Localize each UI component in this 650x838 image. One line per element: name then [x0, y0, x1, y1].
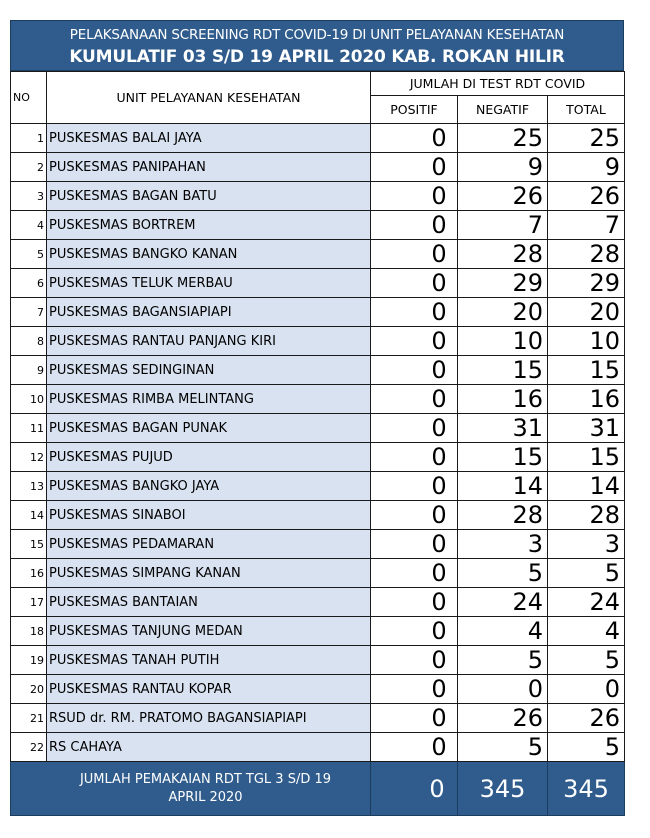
rdt-table	[10, 71, 625, 816]
row-no: 9	[11, 356, 47, 385]
row-negatif: 5	[458, 733, 548, 762]
row-negatif: 15	[458, 356, 548, 385]
footer-positif: 0	[371, 762, 458, 816]
row-negatif: 29	[458, 269, 548, 298]
row-no: 20	[11, 675, 47, 704]
row-no: 16	[11, 559, 47, 588]
row-negatif: 0	[458, 675, 548, 704]
row-unit-name: PUSKESMAS SINABOI	[47, 501, 371, 530]
table-row	[11, 472, 625, 501]
row-no: 7	[11, 298, 47, 327]
row-no: 13	[11, 472, 47, 501]
row-positif: 0	[371, 646, 458, 675]
row-no: 8	[11, 327, 47, 356]
table-row	[11, 443, 625, 472]
table-row	[11, 385, 625, 414]
row-unit-name: PUSKESMAS BANTAIAN	[47, 588, 371, 617]
row-positif: 0	[371, 472, 458, 501]
row-positif: 0	[371, 675, 458, 704]
row-unit-name: PUSKESMAS TANJUNG MEDAN	[47, 617, 371, 646]
footer-total: 345	[548, 762, 625, 816]
row-total: 5	[548, 559, 625, 588]
row-no: 19	[11, 646, 47, 675]
report-sheet	[10, 20, 624, 816]
row-positif: 0	[371, 588, 458, 617]
table-row	[11, 617, 625, 646]
row-no: 10	[11, 385, 47, 414]
row-unit-name: PUSKESMAS BANGKO KANAN	[47, 240, 371, 269]
row-negatif: 24	[458, 588, 548, 617]
row-positif: 0	[371, 269, 458, 298]
table-row	[11, 733, 625, 762]
table-row	[11, 182, 625, 211]
header-negatif: NEGATIF	[458, 96, 548, 124]
row-no: 4	[11, 211, 47, 240]
row-total: 31	[548, 414, 625, 443]
table-row	[11, 240, 625, 269]
header-total: TOTAL	[548, 96, 625, 124]
row-negatif: 26	[458, 704, 548, 733]
row-unit-name: PUSKESMAS BALAI JAYA	[47, 124, 371, 153]
row-unit-name: PUSKESMAS PEDAMARAN	[47, 530, 371, 559]
row-no: 2	[11, 153, 47, 182]
row-no: 17	[11, 588, 47, 617]
row-negatif: 9	[458, 153, 548, 182]
header-group: JUMLAH DI TEST RDT COVID	[371, 72, 625, 96]
table-row	[11, 588, 625, 617]
row-unit-name: PUSKESMAS BAGANSIAPIAPI	[47, 298, 371, 327]
row-positif: 0	[371, 211, 458, 240]
row-total: 0	[548, 675, 625, 704]
row-positif: 0	[371, 385, 458, 414]
row-no: 6	[11, 269, 47, 298]
row-negatif: 20	[458, 298, 548, 327]
row-negatif: 14	[458, 472, 548, 501]
row-unit-name: PUSKESMAS BORTREM	[47, 211, 371, 240]
row-total: 14	[548, 472, 625, 501]
table-body	[11, 124, 625, 762]
row-negatif: 16	[458, 385, 548, 414]
row-total: 5	[548, 733, 625, 762]
row-unit-name: PUSKESMAS TANAH PUTIH	[47, 646, 371, 675]
row-negatif: 10	[458, 327, 548, 356]
row-negatif: 5	[458, 559, 548, 588]
row-total: 28	[548, 240, 625, 269]
row-no: 18	[11, 617, 47, 646]
row-unit-name: RSUD dr. RM. PRATOMO BAGANSIAPIAPI	[47, 704, 371, 733]
row-no: 21	[11, 704, 47, 733]
table-row	[11, 501, 625, 530]
header-unit: UNIT PELAYANAN KESEHATAN	[47, 72, 371, 124]
row-total: 25	[548, 124, 625, 153]
header-no: NO	[11, 72, 47, 124]
row-unit-name: PUSKESMAS BAGAN BATU	[47, 182, 371, 211]
table-row	[11, 675, 625, 704]
table-row	[11, 153, 625, 182]
title-banner	[10, 20, 624, 71]
row-positif: 0	[371, 501, 458, 530]
row-total: 3	[548, 530, 625, 559]
row-negatif: 28	[458, 501, 548, 530]
row-positif: 0	[371, 704, 458, 733]
report-title: PELAKSANAAN SCREENING RDT COVID-19 DI UNIT PELAYANAN KESEHATAN	[69, 27, 565, 43]
row-unit-name: PUSKESMAS TELUK MERBAU	[47, 269, 371, 298]
row-unit-name: PUSKESMAS BAGAN PUNAK	[47, 414, 371, 443]
row-positif: 0	[371, 733, 458, 762]
row-no: 22	[11, 733, 47, 762]
row-positif: 0	[371, 182, 458, 211]
row-negatif: 4	[458, 617, 548, 646]
row-negatif: 28	[458, 240, 548, 269]
table-row	[11, 704, 625, 733]
row-total: 24	[548, 588, 625, 617]
row-unit-name: RS CAHAYA	[47, 733, 371, 762]
row-total: 26	[548, 704, 625, 733]
row-positif: 0	[371, 617, 458, 646]
row-unit-name: PUSKESMAS PUJUD	[47, 443, 371, 472]
row-negatif: 5	[458, 646, 548, 675]
row-positif: 0	[371, 240, 458, 269]
row-positif: 0	[371, 443, 458, 472]
row-positif: 0	[371, 530, 458, 559]
table-row	[11, 124, 625, 153]
row-total: 28	[548, 501, 625, 530]
row-no: 11	[11, 414, 47, 443]
footer-label: JUMLAH PEMAKAIAN RDT TGL 3 S/D 19 APRIL 2020	[11, 762, 371, 816]
row-unit-name: PUSKESMAS SEDINGINAN	[47, 356, 371, 385]
row-negatif: 3	[458, 530, 548, 559]
row-total: 10	[548, 327, 625, 356]
row-no: 5	[11, 240, 47, 269]
row-negatif: 25	[458, 124, 548, 153]
row-no: 3	[11, 182, 47, 211]
row-negatif: 7	[458, 211, 548, 240]
row-total: 26	[548, 182, 625, 211]
row-positif: 0	[371, 414, 458, 443]
row-total: 7	[548, 211, 625, 240]
row-total: 15	[548, 443, 625, 472]
table-row	[11, 530, 625, 559]
table-row	[11, 646, 625, 675]
table-row	[11, 298, 625, 327]
row-no: 14	[11, 501, 47, 530]
row-total: 20	[548, 298, 625, 327]
row-total: 16	[548, 385, 625, 414]
row-total: 15	[548, 356, 625, 385]
row-no: 12	[11, 443, 47, 472]
table-row	[11, 269, 625, 298]
row-positif: 0	[371, 327, 458, 356]
row-negatif: 31	[458, 414, 548, 443]
header-positif: POSITIF	[371, 96, 458, 124]
row-unit-name: PUSKESMAS RANTAU KOPAR	[47, 675, 371, 704]
report-subtitle: KUMULATIF 03 S/D 19 APRIL 2020 KAB. ROKAN HILIR	[69, 47, 565, 67]
table-row	[11, 414, 625, 443]
row-total: 9	[548, 153, 625, 182]
row-unit-name: PUSKESMAS SIMPANG KANAN	[47, 559, 371, 588]
table-row	[11, 356, 625, 385]
row-positif: 0	[371, 356, 458, 385]
row-total: 4	[548, 617, 625, 646]
row-positif: 0	[371, 559, 458, 588]
table-row	[11, 327, 625, 356]
row-total: 5	[548, 646, 625, 675]
row-negatif: 26	[458, 182, 548, 211]
footer-negatif: 345	[458, 762, 548, 816]
row-no: 1	[11, 124, 47, 153]
row-positif: 0	[371, 298, 458, 327]
row-total: 29	[548, 269, 625, 298]
table-row	[11, 211, 625, 240]
row-unit-name: PUSKESMAS RANTAU PANJANG KIRI	[47, 327, 371, 356]
row-positif: 0	[371, 153, 458, 182]
table-row	[11, 559, 625, 588]
row-unit-name: PUSKESMAS BANGKO JAYA	[47, 472, 371, 501]
row-no: 15	[11, 530, 47, 559]
row-unit-name: PUSKESMAS RIMBA MELINTANG	[47, 385, 371, 414]
row-positif: 0	[371, 124, 458, 153]
row-unit-name: PUSKESMAS PANIPAHAN	[47, 153, 371, 182]
row-negatif: 15	[458, 443, 548, 472]
